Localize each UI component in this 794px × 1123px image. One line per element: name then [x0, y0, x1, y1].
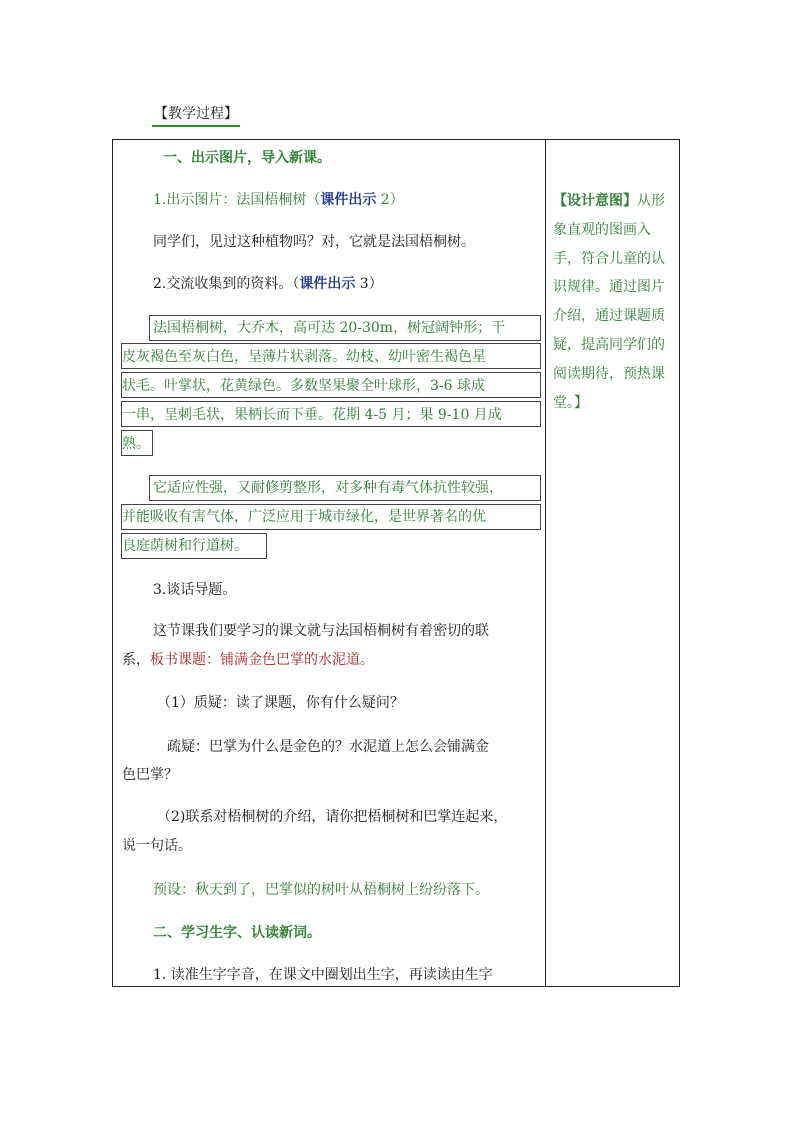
lesson-table: [112, 139, 680, 987]
info-line: 状毛。叶掌状，花黄绿色。多数坚果聚全叶球形，3-6 球成: [122, 378, 485, 394]
design-intent-line: 疑，提高同学们的: [553, 337, 665, 353]
design-intent-line: 堂。】: [553, 394, 588, 411]
paragraph-lesson-intro: 这节课我们要学习的课文就与法国梧桐树有着密切的联: [153, 623, 489, 639]
paragraph-lesson-intro-cont: [122, 650, 374, 670]
paragraph-answer: 疏疑：巴掌为什么是金色的？水泥道上怎么会铺满金: [167, 739, 489, 755]
design-intent-line: 识规律。通过图片: [553, 279, 665, 296]
courseware-tag: 课件出示: [320, 192, 377, 208]
paragraph-preset: 预设：秋天到了，巴掌似的树叶从梧桐树上纷纷落下。: [153, 882, 489, 898]
design-intent-line: 介绍，通过课题质: [553, 308, 665, 325]
paragraph-question-2-cont: 说一句话。: [122, 838, 192, 854]
design-intent-line: 阅读期待，预热课: [553, 365, 665, 382]
design-intent-label: 【设计意图】: [553, 193, 637, 209]
paragraph-answer-cont: 色巴掌？: [122, 767, 178, 783]
paragraph-read-characters: 1. 读准生字字音，在课文中圈划出生字，再读读由生字: [153, 967, 493, 983]
paragraph-text: 系，: [122, 652, 150, 668]
paragraph-question-2: （2)联系对梧桐树的介绍，请你把梧桐树和巴掌连起来，: [157, 809, 508, 825]
courseware-tag: 课件出示: [299, 276, 356, 292]
board-title: 板书课题：铺满金色巴掌的水泥道。: [150, 652, 374, 668]
paragraph-text: 2）: [376, 192, 404, 208]
column-divider: [545, 140, 546, 986]
design-intent-line: 象直观的图画入: [553, 221, 651, 238]
info-line: 一串，呈刺毛状，果柄长而下垂。花期 4-5 月；果 9-10 月成: [122, 407, 502, 423]
paragraph-question: 同学们，见过这种植物吗？对，它就是法国梧桐树。: [153, 234, 475, 250]
design-intent-line: 手，符合儿童的认: [553, 250, 665, 267]
paragraph-question-1: （1）质疑：读了课题，你有什么疑问？: [157, 695, 404, 711]
paragraph-show-picture: [153, 190, 404, 210]
paragraph-text: 3）: [355, 276, 383, 292]
info-line: 熟。: [122, 436, 150, 452]
paragraph-topic: 3.谈话导题。: [153, 582, 237, 598]
info-line: 并能吸收有害气体，广泛应用于城市绿化，是世界著名的优: [122, 509, 486, 525]
info-line: 法国梧桐树，大乔木，高可达 20-30m，树冠阔钟形；干: [153, 320, 506, 336]
info-line: 它适应性强，又耐修剪整形，对多种有毒气体抗性较强，: [153, 480, 503, 496]
design-intent-line: [553, 187, 665, 216]
info-line: 良庭荫树和行道树。: [122, 538, 248, 554]
design-intent-text: 从形: [637, 193, 665, 209]
info-line: 皮灰褐色至灰白色，呈薄片状剥落。幼枝、幼叶密生褐色星: [122, 349, 486, 365]
paragraph-text: 1.出示图片：法国梧桐树（: [153, 192, 321, 208]
paragraph-text: 2.交流收集到的资料。（: [153, 276, 300, 292]
section-heading-1: 一、出示图片，导入新课。: [163, 150, 331, 166]
section-title: 【教学过程】: [152, 104, 240, 127]
section-heading-2: 二、学习生字、认读新词。: [153, 925, 321, 941]
paragraph-share-materials: [153, 274, 383, 294]
